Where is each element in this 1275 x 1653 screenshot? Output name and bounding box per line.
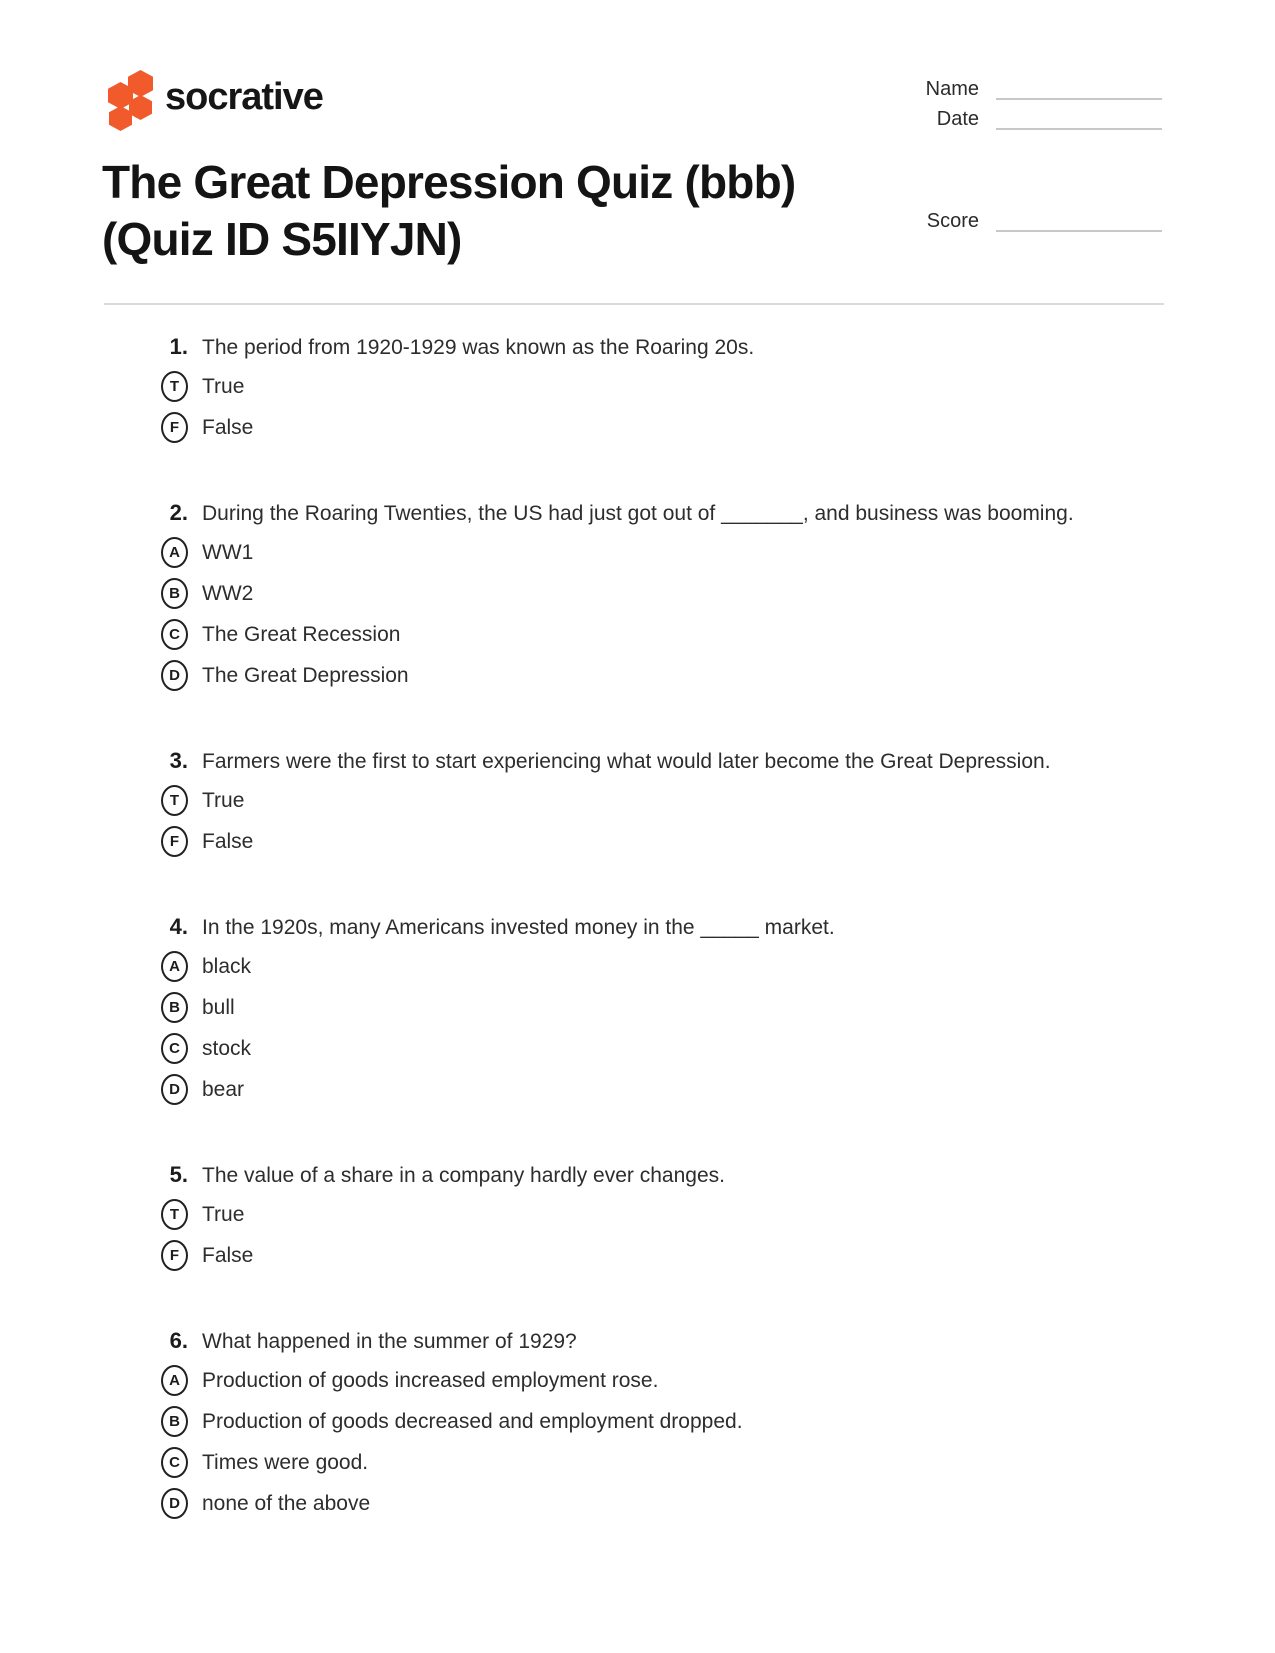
socrative-logo [104, 66, 323, 128]
question-text: The value of a share in a company hardly ever changes. [202, 1164, 725, 1187]
question-6-option-D[interactable] [104, 1483, 1174, 1524]
name-date-fields [926, 78, 1162, 138]
question-2-option-D[interactable] [104, 655, 1174, 696]
question-6-option-A[interactable] [104, 1360, 1174, 1401]
option-letter: F [169, 833, 180, 850]
option-letter: B [169, 1413, 180, 1430]
option-letter-bubble[interactable] [161, 619, 188, 650]
question-4-option-B[interactable] [104, 987, 1174, 1028]
option-label: Times were good. [202, 1450, 369, 1474]
option-label: False [202, 1243, 254, 1267]
option-label: none of the above [202, 1491, 371, 1515]
option-letter-bubble[interactable] [161, 371, 188, 402]
question-3-option-F[interactable] [104, 821, 1174, 862]
score-fill-in-line[interactable] [996, 210, 1162, 232]
question-6-option-C[interactable] [104, 1442, 1174, 1483]
question-6 [104, 1328, 1174, 1524]
question-4-option-A[interactable] [104, 946, 1174, 987]
option-label: The Great Depression [202, 663, 409, 687]
option-letter: B [169, 585, 180, 602]
option-label: Production of goods decreased and employment dropped. [202, 1409, 743, 1433]
option-letter-bubble[interactable] [161, 1199, 188, 1230]
header-divider [104, 303, 1164, 305]
option-letter: D [169, 667, 180, 684]
question-3 [104, 748, 1174, 862]
question-head [104, 748, 1174, 774]
questions-list [104, 334, 1174, 1576]
name-label: Name [925, 78, 979, 100]
question-number: 1. [169, 334, 188, 359]
option-letter-bubble[interactable] [161, 1488, 188, 1519]
option-letter: A [169, 1372, 180, 1389]
score-field [927, 210, 1162, 240]
option-label: True [202, 374, 245, 398]
option-letter-bubble[interactable] [161, 785, 188, 816]
option-label: The Great Recession [202, 622, 401, 646]
question-4-option-D[interactable] [104, 1069, 1174, 1110]
hexagon-icon [109, 106, 132, 131]
question-6-option-B[interactable] [104, 1401, 1174, 1442]
option-letter-bubble[interactable] [161, 992, 188, 1023]
option-letter: T [169, 378, 180, 395]
option-letter: B [169, 999, 180, 1016]
option-label: False [202, 829, 254, 853]
question-5-option-F[interactable] [104, 1235, 1174, 1276]
question-number: 3. [169, 748, 188, 773]
question-number: 2. [169, 500, 188, 525]
option-letter-bubble[interactable] [161, 1033, 188, 1064]
option-label: stock [202, 1036, 252, 1060]
option-letter: D [169, 1495, 180, 1512]
option-label: bear [202, 1077, 245, 1101]
option-label: True [202, 1202, 245, 1226]
option-letter: A [169, 544, 180, 561]
question-1-option-F[interactable] [104, 407, 1174, 448]
option-letter-bubble[interactable] [161, 537, 188, 568]
option-label: True [202, 788, 245, 812]
date-fill-in-line[interactable] [996, 108, 1162, 130]
question-4-option-C[interactable] [104, 1028, 1174, 1069]
question-2-option-B[interactable] [104, 573, 1174, 614]
option-letter: F [169, 1247, 180, 1264]
date-label: Date [936, 108, 979, 130]
question-text: During the Roaring Twenties, the US had just got out of _______, and business was booming. [202, 502, 1074, 525]
option-letter-bubble[interactable] [161, 1365, 188, 1396]
score-label: Score [926, 210, 979, 232]
option-letter-bubble[interactable] [161, 1447, 188, 1478]
question-1-option-T[interactable] [104, 366, 1174, 407]
question-number: 6. [169, 1328, 188, 1353]
question-head [104, 500, 1174, 526]
question-text: What happened in the summer of 1929? [202, 1330, 577, 1353]
question-number: 4. [169, 914, 188, 939]
question-2-option-A[interactable] [104, 532, 1174, 573]
quiz-title-line1: The Great Depression Quiz (bbb) [102, 156, 796, 208]
question-4 [104, 914, 1174, 1110]
option-letter: T [169, 792, 180, 809]
name-fill-in-line[interactable] [996, 78, 1162, 100]
score-field-row [927, 210, 1162, 232]
option-letter: T [169, 1206, 180, 1223]
option-letter-bubble[interactable] [161, 660, 188, 691]
question-5 [104, 1162, 1174, 1276]
option-letter-bubble[interactable] [161, 412, 188, 443]
option-letter-bubble[interactable] [161, 1406, 188, 1437]
quiz-title [102, 154, 795, 268]
option-letter: C [169, 626, 180, 643]
option-letter-bubble[interactable] [161, 578, 188, 609]
option-letter-bubble[interactable] [161, 1240, 188, 1271]
option-letter-bubble[interactable] [161, 951, 188, 982]
option-label: WW2 [202, 581, 254, 605]
option-letter-bubble[interactable] [161, 826, 188, 857]
question-head [104, 914, 1174, 940]
question-head [104, 1162, 1174, 1188]
option-letter-bubble[interactable] [161, 1074, 188, 1105]
option-letter: F [169, 419, 180, 436]
name-field-row [926, 78, 1162, 100]
option-label: False [202, 415, 254, 439]
option-letter: C [169, 1040, 180, 1057]
question-3-option-T[interactable] [104, 780, 1174, 821]
quiz-title-line2: (Quiz ID S5IIYJN) [102, 213, 462, 265]
date-field-row [926, 108, 1162, 130]
option-label: bull [202, 995, 235, 1019]
question-text: The period from 1920-1929 was known as the Roaring 20s. [202, 336, 755, 359]
option-label: Production of goods increased employment rose. [202, 1368, 659, 1392]
socrative-wordmark: socrative [165, 75, 323, 118]
question-2-option-C[interactable] [104, 614, 1174, 655]
question-number: 5. [169, 1162, 188, 1187]
socrative-hexagons-icon [104, 66, 156, 128]
option-letter: D [169, 1081, 180, 1098]
question-text: Farmers were the first to start experiencing what would later become the Great Depression. [202, 750, 1051, 773]
option-label: WW1 [202, 540, 254, 564]
question-head [104, 334, 1174, 360]
question-text: In the 1920s, many Americans invested money in the _____ market. [202, 916, 835, 939]
option-label: black [202, 954, 252, 978]
option-letter: C [169, 1454, 180, 1471]
option-letter: A [169, 958, 180, 975]
question-2 [104, 500, 1174, 696]
question-head [104, 1328, 1174, 1354]
question-5-option-T[interactable] [104, 1194, 1174, 1235]
question-1 [104, 334, 1174, 448]
